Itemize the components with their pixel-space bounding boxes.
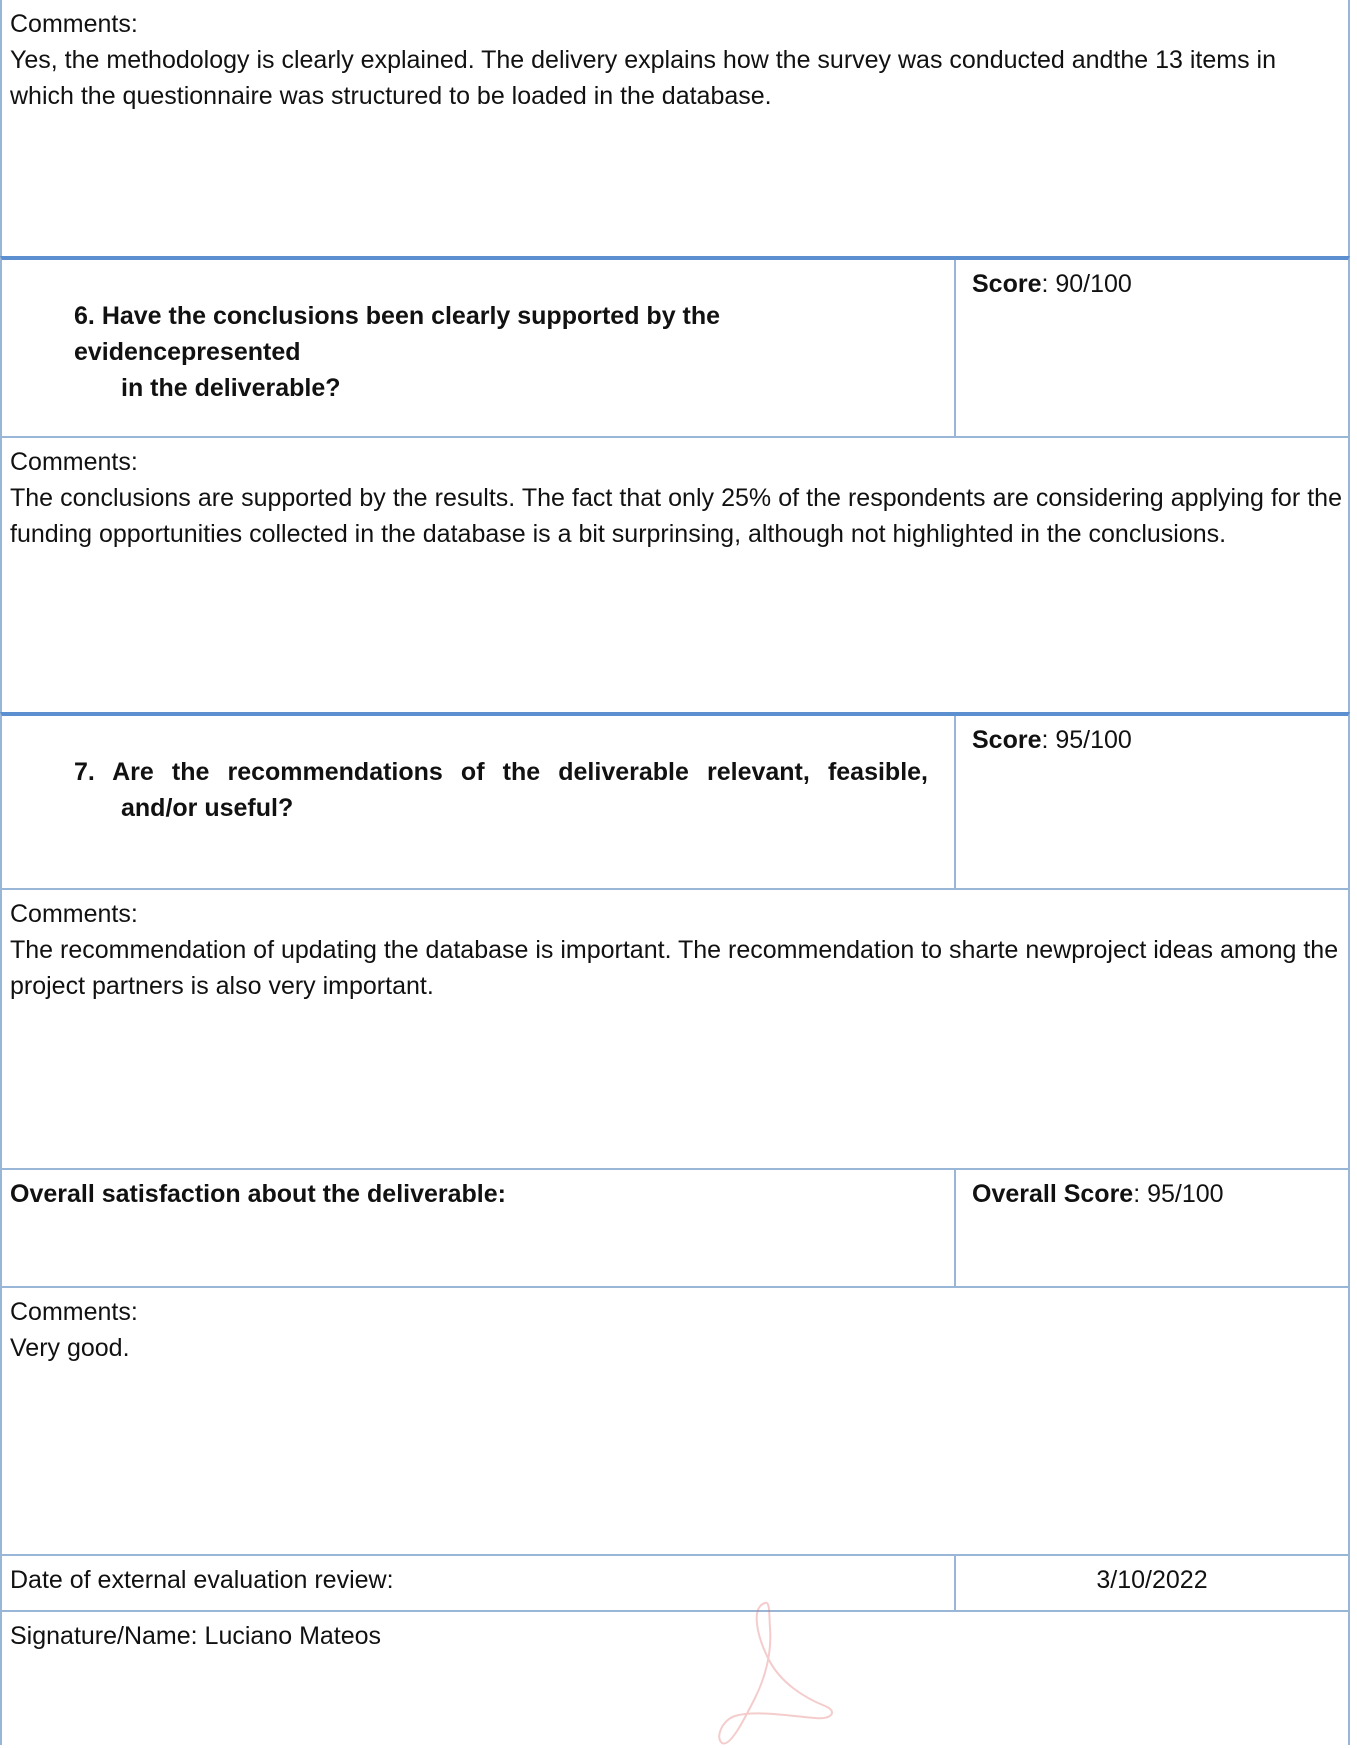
- section5-comments: [10, 6, 1342, 114]
- score-value: : 95/100: [1041, 726, 1132, 754]
- q6-line2: in the deliverable?: [121, 374, 341, 402]
- q7-line1: Are the recommendations of the deliverable relevant, feasible,: [112, 758, 928, 786]
- overall-comments: [10, 1294, 1342, 1366]
- q7-number: 7.: [74, 758, 95, 786]
- comments-text: The recommendation of updating the database is important. The recommendation to sharte newproject ideas among the project partners is also very important.: [10, 936, 1339, 1000]
- score-value: : 90/100: [1041, 270, 1132, 298]
- overall-row: [0, 1168, 1350, 1288]
- q7-line2: and/or useful?: [121, 794, 294, 822]
- date-value-cell: [954, 1556, 1348, 1612]
- q7-score: [972, 722, 1132, 758]
- date-row: [0, 1554, 1350, 1612]
- comments-text: Yes, the methodology is clearly explained. The delivery explains how the survey was conducted andthe 13 items in which the questionnaire was structured to be loaded in the database.: [10, 46, 1277, 110]
- overall-label: Overall satisfaction about the deliverable:: [10, 1180, 506, 1208]
- q6-line1: Have the conclusions been clearly supported by the evidencepresented: [74, 302, 721, 366]
- comments-text: Very good.: [10, 1334, 130, 1362]
- acrobat-logo-icon: [710, 1598, 840, 1748]
- overall-label-cell: [2, 1170, 954, 1288]
- q7-score-cell: [954, 716, 1348, 890]
- comments-label: Comments:: [10, 10, 138, 38]
- date-label: Date of external evaluation review:: [10, 1566, 394, 1594]
- q6-number: 6.: [74, 302, 95, 330]
- q6-question-cell: [2, 260, 954, 438]
- q6-question: [74, 298, 948, 406]
- q7-row: [0, 712, 1350, 890]
- overall-score-label: Overall Score: [972, 1180, 1134, 1208]
- score-label: Score: [972, 270, 1042, 298]
- q6-comments-row: [0, 436, 1350, 714]
- q7-question-cell: [2, 716, 954, 890]
- overall-score: [972, 1176, 1224, 1212]
- section5-comments-row: [0, 0, 1350, 258]
- score-label: Score: [972, 726, 1042, 754]
- comments-label: Comments:: [10, 448, 138, 476]
- q7-question: [74, 754, 928, 826]
- comments-text: The conclusions are supported by the results. The fact that only 25% of the respondents are considering applying for the funding opportunities collected in the database is a bit surprinsing, although not highlighted in the conclusions.: [10, 484, 1342, 548]
- q6-score-cell: [954, 260, 1348, 438]
- signature-row: [0, 1610, 1350, 1745]
- comments-label: Comments:: [10, 1298, 138, 1326]
- overall-comments-row: [0, 1286, 1350, 1556]
- q6-score: [972, 266, 1132, 302]
- overall-score-cell: [954, 1170, 1348, 1288]
- overall-score-value: : 95/100: [1133, 1180, 1224, 1208]
- q6-comments: [10, 444, 1342, 552]
- date-value: 3/10/2022: [1096, 1566, 1208, 1594]
- signature-label: Signature/Name: Luciano Mateos: [10, 1622, 382, 1650]
- q7-comments: [10, 896, 1342, 1004]
- q7-comments-row: [0, 888, 1350, 1170]
- comments-label: Comments:: [10, 900, 138, 928]
- q6-row: [0, 256, 1350, 438]
